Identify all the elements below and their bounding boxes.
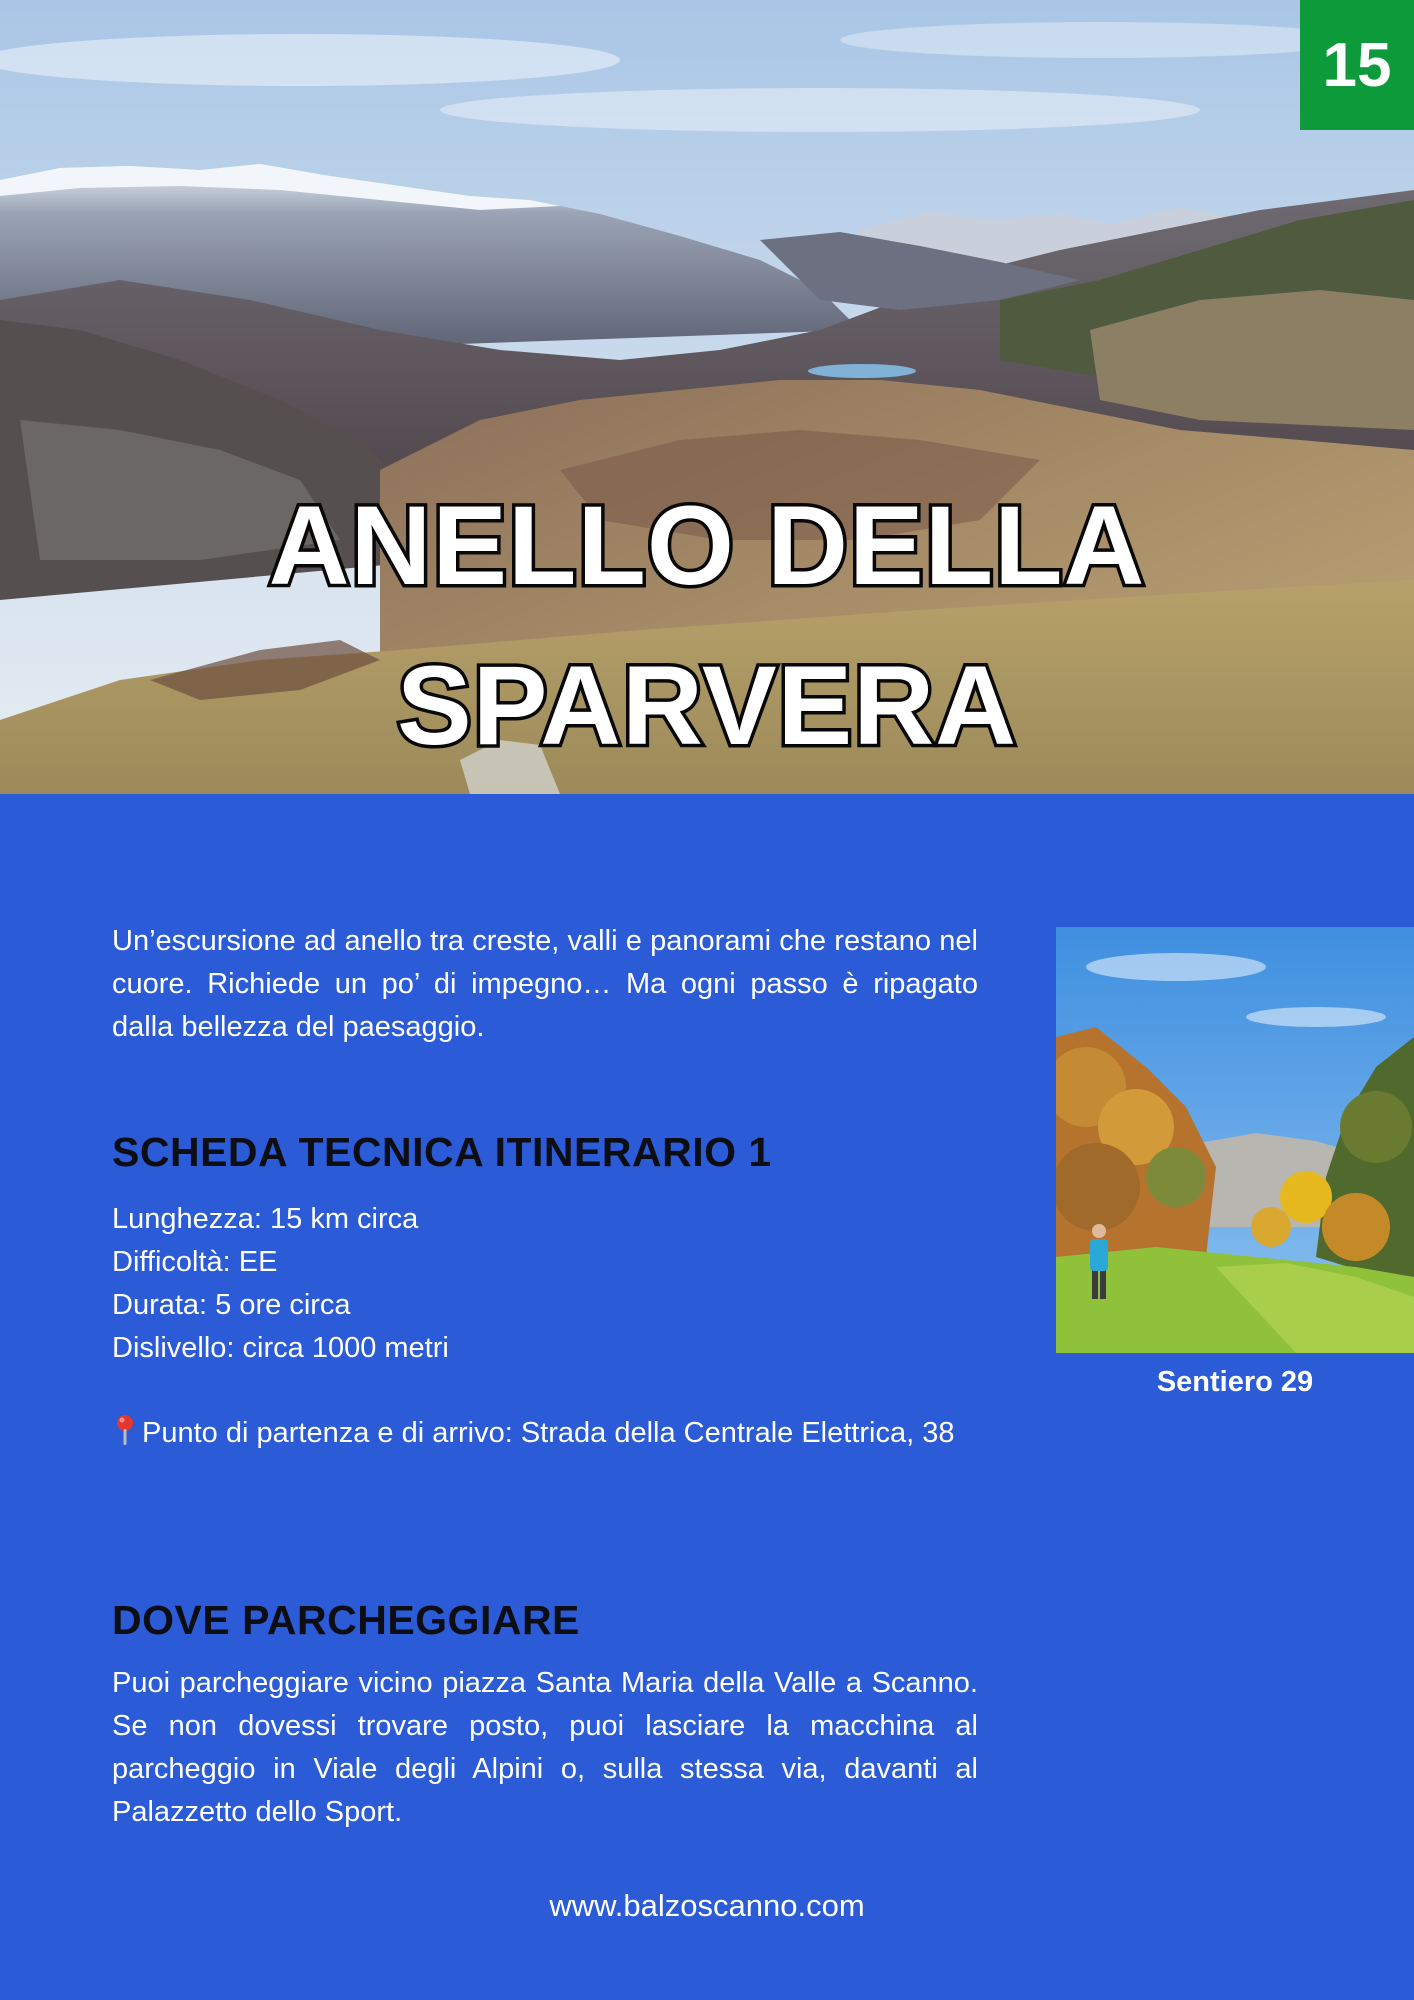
intro-paragraph: Un’escursione ad anello tra creste, valli e panorami che restano nel cuore. Richiede un po’ di impegno… Ma ogni passo è ripagato dalla bellezza del paesaggio. <box>112 925 978 1043</box>
spec-duration: Durata: 5 ore circa <box>112 1289 351 1321</box>
hero-image <box>0 0 1414 794</box>
autumn-trail-image <box>1056 927 1414 1353</box>
page-number-badge: 15 <box>1300 0 1414 130</box>
hero-title-line2: SPARVERA <box>396 643 1017 768</box>
hero-title <box>0 466 1414 786</box>
technical-specs-list <box>112 1198 978 1370</box>
parking-heading: DOVE PARCHEGGIARE <box>112 1597 580 1643</box>
hero-title-line1: ANELLO DELLA <box>268 483 1146 608</box>
start-point-text: Punto di partenza e di arrivo: Strada della Centrale Elettrica, 38 <box>142 1417 955 1449</box>
scheda-tecnica-heading: SCHEDA TECNICA ITINERARIO 1 <box>112 1129 772 1175</box>
spec-length: Lunghezza: 15 km circa <box>112 1203 419 1235</box>
start-point-paragraph <box>112 1412 978 1455</box>
spec-difficulty: Difficoltà: EE <box>112 1246 278 1278</box>
photo-caption: Sentiero 29 <box>1156 1366 1314 1398</box>
spec-elevation: Dislivello: circa 1000 metri <box>112 1332 449 1364</box>
pin-icon <box>112 1414 138 1446</box>
footer-website-link[interactable]: www.balzoscanno.com <box>549 1888 865 1923</box>
trail-photo <box>1056 927 1414 1353</box>
parking-paragraph: Puoi parcheggiare vicino piazza Santa Maria della Valle a Scanno. Se non dovessi trovare posto, puoi lasciare la macchina al parcheggio in Viale degli Alpini o, sulla stessa via, davanti al Palazzetto dello Sport. <box>112 1667 978 1828</box>
